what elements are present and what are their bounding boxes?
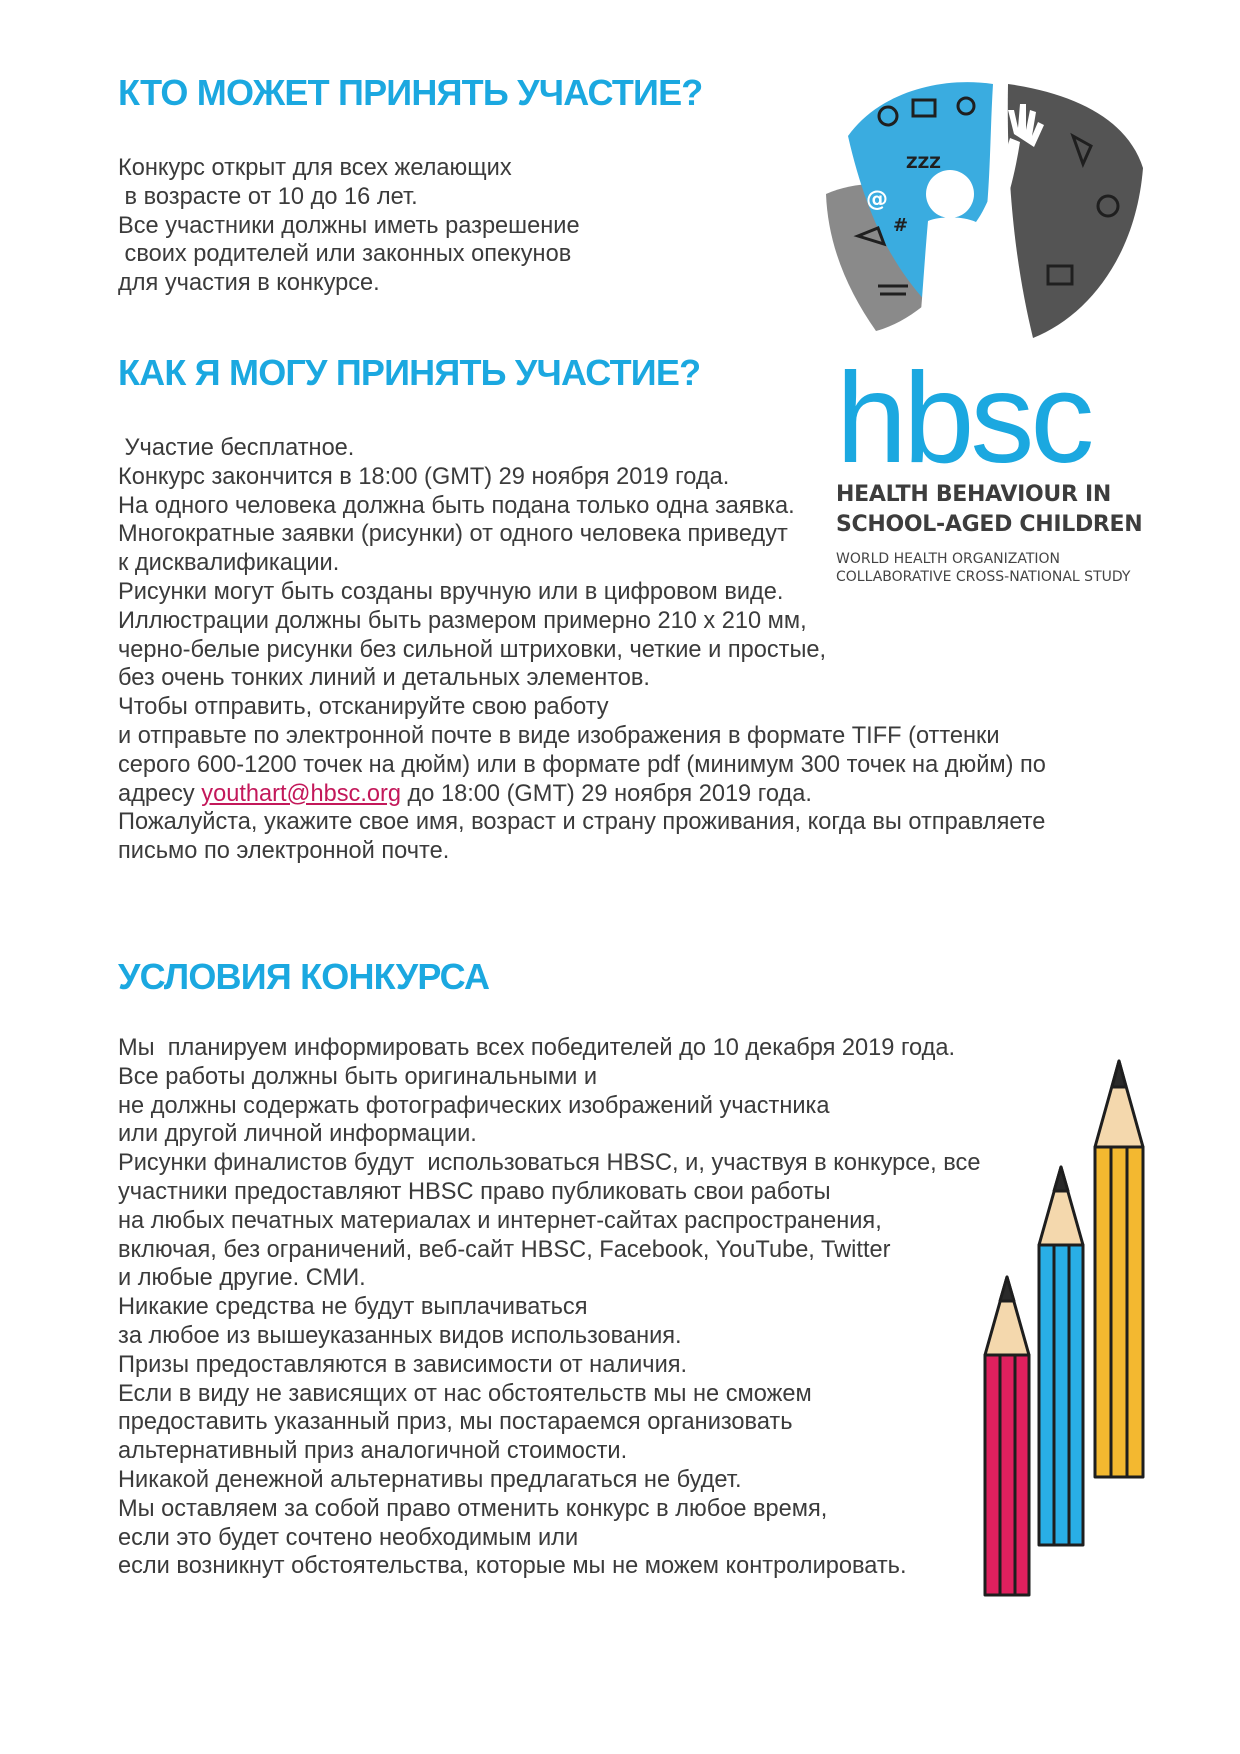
text-line: предоставить указанный приз, мы постараемся организовать [118, 1409, 793, 1436]
pencils-illustration [975, 1055, 1155, 1615]
text-line: без очень тонких линий и детальных элементов. [118, 665, 650, 692]
hbsc-subtitle-line2: SCHOOL-AGED CHILDREN [836, 512, 1143, 537]
text-line: Все участники должны иметь разрешение [118, 212, 580, 239]
pink-pencil [985, 1277, 1029, 1595]
text-line: черно-белые рисунки без сильной штриховки, четкие и простые, [118, 636, 827, 663]
text-line: Конкурс открыт для всех желающих [118, 155, 512, 181]
hbsc-subtitle-line1: HEALTH BEHAVIOUR IN [836, 482, 1111, 507]
text-line: своих родителей или законных опекунов [118, 241, 572, 268]
email-line-after: до 18:00 (GMT) 29 ноября 2019 года. [400, 780, 812, 807]
text-line: На одного человека должна быть подана только одна заявка. [118, 492, 795, 519]
text-line: Мы оставляем за собой право отменить конкурс в любое время, [118, 1495, 828, 1522]
svg-text:#: # [893, 215, 909, 236]
text-line: участники предоставляют HBSC право публиковать свои работы [118, 1178, 831, 1205]
text-line: к дисквалификации. [118, 550, 340, 577]
text-line: за любое из вышеуказанных видов использования. [118, 1322, 682, 1349]
text-line: Призы предоставляются в зависимости от наличия. [118, 1351, 688, 1378]
yellow-pencil [1095, 1061, 1143, 1477]
hbsc-logo-text: hbsc [836, 347, 1091, 490]
text-line: Иллюстрации должны быть размером примерно 210 x 210 мм, [118, 607, 807, 634]
text-line: Никакой денежной альтернативы предлагаться не будет. [118, 1466, 742, 1493]
section-heading-who: КТО МОЖЕТ ПРИНЯТЬ УЧАСТИЕ? [118, 72, 703, 113]
text-line: Все работы должны быть оригинальными и [118, 1063, 598, 1090]
text-line: Чтобы отправить, отсканируйте свою работу [118, 694, 609, 721]
section-heading-terms: УСЛОВИЯ КОНКУРСА [118, 956, 490, 997]
text-line: серого 600-1200 точек на дюйм) или в формате pdf (минимум 300 точек на дюйм) по [118, 751, 1046, 778]
text-line: или другой личной информации. [118, 1121, 477, 1148]
text-line: альтернативный приз аналогичной стоимости. [118, 1438, 628, 1465]
hbsc-org-line1: WORLD HEALTH ORGANIZATION [836, 551, 1060, 567]
text-line: Пожалуйста, укажите свое имя, возраст и страну проживания, когда вы отправляете [118, 809, 1046, 836]
text-line: Участие бесплатное. [118, 435, 355, 461]
hbsc-wordmark [836, 347, 1156, 586]
text-line: Никакие средства не будут выплачиваться [118, 1294, 588, 1321]
text-line: и отправьте по электронной почте в виде изображения в формате TIFF (оттенки [118, 722, 1000, 749]
svg-text:@: @ [866, 187, 888, 212]
text-line: Многократные заявки (рисунки) от одного человека приведут [118, 521, 788, 548]
text-line: Рисунки финалистов будут использоваться HBSC, и, участвуя в конкурсе, все [118, 1150, 981, 1177]
text-line: письмо по электронной почте. [118, 838, 450, 865]
text-line: включая, без ограничений, веб-сайт HBSC, Facebook, YouTube, Twitter [118, 1236, 891, 1263]
hbsc-petal-logo [818, 76, 1148, 346]
text-line: на любых печатных материалах и интернет-сайтах распространения, [118, 1207, 882, 1234]
text-line: для участия в конкурсе. [118, 270, 380, 297]
email-line [118, 780, 1046, 809]
text-line: не должны содержать фотографических изображений участника [118, 1092, 830, 1119]
hbsc-org-line2: COLLABORATIVE CROSS-NATIONAL STUDY [836, 569, 1131, 585]
text-line: если возникнут обстоятельства, которые мы не можем контролировать. [118, 1553, 907, 1580]
section-body-who [118, 154, 580, 298]
email-line-before: адресу [118, 780, 202, 807]
section-heading-how: КАК Я МОГУ ПРИНЯТЬ УЧАСТИЕ? [118, 352, 701, 393]
text-line: и любые другие. СМИ. [118, 1265, 366, 1292]
section-body-terms [118, 1034, 980, 1581]
text-line: Рисунки могут быть созданы вручную или в цифровом виде. [118, 578, 784, 605]
text-line: Мы планируем информировать всех победителей до 10 декабря 2019 года. [118, 1035, 956, 1061]
text-line: Если в виду не зависящих от нас обстоятельств мы не сможем [118, 1380, 812, 1407]
text-line: если это будет сочтено необходимым или [118, 1524, 579, 1551]
text-line: Конкурс закончится в 18:00 (GMT) 29 ноября 2019 года. [118, 463, 730, 490]
blue-pencil [1039, 1167, 1083, 1545]
email-link[interactable]: youthart@hbsc.org [201, 780, 401, 807]
svg-text:ZZZ: ZZZ [906, 153, 941, 172]
text-line: в возрасте от 10 до 16 лет. [118, 183, 418, 210]
